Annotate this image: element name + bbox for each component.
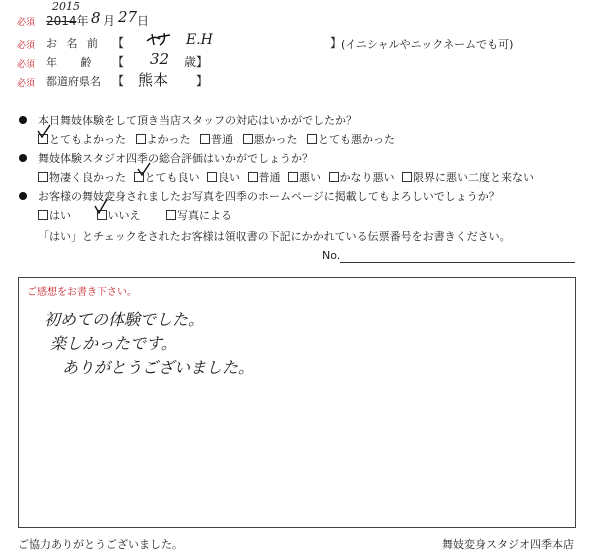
footer-thanks: ご協力ありがとうございました。	[18, 538, 183, 551]
q2-option-very-good[interactable]: とても良い	[134, 171, 200, 184]
question-2-text: 舞妓体験スタジオ四季の総合評価はいかがでしょうか？	[38, 152, 313, 165]
q3-option-no[interactable]: いいえ	[97, 209, 141, 222]
handwritten-year: 2015	[52, 0, 80, 13]
year-suffix: 年	[76, 14, 89, 28]
q2-option-quite-bad[interactable]: かなり悪い	[329, 171, 395, 184]
q3-option-yes[interactable]: はい	[38, 209, 71, 222]
name-value: E.H	[186, 32, 213, 48]
name-note: (イニシャルやニックネームでも可)	[341, 38, 514, 51]
question-3-text: お客様の舞妓変身されましたお写真を四季のホームページに掲載してもよろしいでしょうか？	[38, 190, 500, 203]
day-suffix: 日	[137, 14, 150, 28]
q3-option-depends[interactable]: 写真による	[166, 209, 232, 222]
q2-option-good[interactable]: 良い	[207, 171, 240, 184]
q2-check-mark-icon	[136, 162, 152, 178]
q2-option-bad[interactable]: 悪い	[288, 171, 321, 184]
required-label-date: 必須	[17, 18, 36, 28]
date-field	[46, 12, 89, 29]
checkbox[interactable]	[166, 210, 176, 220]
name-label: お 名 前	[46, 37, 101, 50]
question-3-options	[38, 207, 232, 223]
question-2-options	[38, 169, 534, 185]
required-label-name: 必須	[17, 41, 36, 51]
prefecture-close-bracket: 】	[196, 74, 209, 88]
checkbox[interactable]	[288, 172, 298, 182]
checkbox[interactable]	[248, 172, 258, 182]
checkbox[interactable]	[329, 172, 339, 182]
question-1-text: 本日舞妓体験をして頂き当店スタッフの対応はいかがでしたか？	[38, 114, 357, 127]
bullet-icon	[19, 192, 27, 200]
footer-shop-name: 舞妓変身スタジオ四季本店	[442, 538, 574, 551]
checkbox[interactable]	[207, 172, 217, 182]
q1-check-mark-icon	[36, 124, 52, 140]
comment-line: 初めての体験でした。	[44, 310, 205, 329]
date-day: 27	[118, 8, 138, 26]
comment-handwriting	[44, 308, 254, 380]
month-suffix: 月	[103, 14, 116, 28]
bullet-icon	[19, 116, 27, 124]
checkbox[interactable]	[307, 134, 317, 144]
q1-option-normal[interactable]: 普通	[200, 133, 233, 146]
q3-check-mark-icon	[93, 198, 109, 216]
age-label: 年 齢	[46, 56, 95, 69]
q1-option-good[interactable]: よかった	[136, 133, 191, 146]
question-1-options	[38, 131, 395, 147]
date-month: 8	[91, 9, 101, 27]
instruction-text: 「はい」とチェックをされたお客様は領収書の下記にかかれている伝票番号をお書きください。	[38, 230, 511, 243]
prefecture-value: 熊本	[138, 71, 169, 89]
checkbox[interactable]	[136, 134, 146, 144]
checkbox[interactable]	[38, 210, 48, 220]
checkbox[interactable]	[243, 134, 253, 144]
required-label-age: 必須	[17, 60, 36, 70]
age-open-bracket: 【	[112, 55, 125, 69]
bullet-icon	[19, 154, 27, 162]
q2-option-extremely-good[interactable]: 物凄く良かった	[38, 171, 126, 184]
name-scribble-mark	[144, 31, 178, 47]
name-open-bracket: 【	[112, 36, 125, 50]
checkbox[interactable]	[38, 172, 48, 182]
q1-option-very-bad[interactable]: とても悪かった	[307, 133, 395, 146]
age-close-bracket: 歳】	[184, 55, 209, 69]
comment-line: ありがとうございました。	[62, 358, 255, 377]
age-value: 32	[150, 50, 170, 68]
printed-year: 2014	[46, 14, 77, 28]
required-label-prefecture: 必須	[17, 79, 36, 89]
q1-option-bad[interactable]: 悪かった	[243, 133, 298, 146]
checkbox[interactable]	[200, 134, 210, 144]
name-close-bracket: 】	[330, 36, 343, 50]
comment-label: ご感想をお書き下さい。	[27, 287, 137, 298]
checkbox[interactable]	[402, 172, 412, 182]
comment-line: 楽しかったです。	[50, 334, 177, 353]
q1-option-very-good[interactable]: とてもよかった	[38, 133, 126, 146]
prefecture-open-bracket: 【	[112, 74, 125, 88]
q2-option-normal[interactable]: 普通	[248, 171, 281, 184]
number-underline	[340, 261, 575, 263]
number-label: No.	[322, 249, 341, 262]
q2-option-worst[interactable]: 限界に悪い二度と来ない	[402, 171, 534, 184]
prefecture-label: 都道府県名	[46, 75, 101, 88]
